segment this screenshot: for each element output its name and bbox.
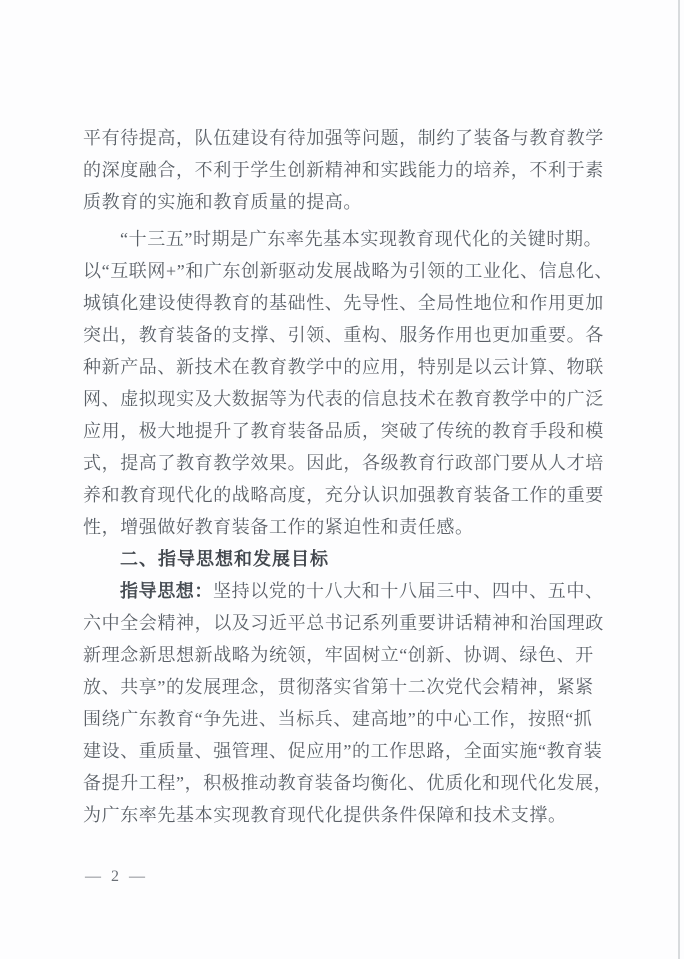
text-line: 质教育的实施和教育质量的提高。 <box>83 192 362 212</box>
text-line: 应用，极大地提升了教育装备品质，突破了传统的教育手段和模 <box>83 421 604 441</box>
page-number: — 2 — <box>85 868 148 885</box>
text-line: 平有待提高，队伍建设有待加强等问题，制约了装备与教育教学 <box>83 128 604 148</box>
bold-lead-in: 指导思想： <box>120 581 213 601</box>
scan-edge-artifact <box>678 0 680 959</box>
text-line: 式，提高了教育教学效果。因此，各级教育行政部门要从人才培 <box>83 453 604 473</box>
text-line: “十三五”时期是广东率先基本实现教育现代化的关键时期。 <box>120 229 603 249</box>
text-line: 为广东率先基本实现教育现代化提供条件保障和技术支撑。 <box>83 805 567 825</box>
text-line: 性，增强做好教育装备工作的紧迫性和责任感。 <box>83 517 474 537</box>
text-line: 的深度融合，不利于学生创新精神和实践能力的培养，不利于素 <box>83 160 604 180</box>
text-line: 备提升工程”，积极推动教育装备均衡化、优质化和现代化发展， <box>83 773 613 793</box>
text-line: 二、指导思想和发展目标 <box>120 549 329 569</box>
text-line: 养和教育现代化的战略高度，充分认识加强教育装备工作的重要 <box>83 485 604 505</box>
text-line: 突出，教育装备的支撑、引领、重构、服务作用也更加重要。各 <box>83 325 604 345</box>
text-line: 围绕广东教育“争先进、当标兵、建高地”的中心工作，按照“抓 <box>83 709 593 729</box>
paragraph <box>83 575 613 831</box>
text-line: 新理念新思想新战略为统领，牢固树立“创新、协调、绿色、开 <box>83 645 594 665</box>
text-line: 城镇化建设使得教育的基础性、先导性、全局性地位和作用更加 <box>83 293 604 313</box>
text-line: 放、共享”的发展理念，贯彻落实省第十二次党代会精神，紧紧 <box>83 677 594 697</box>
text-line: 网、虚拟现实及大数据等为代表的信息技术在教育教学中的广泛 <box>83 389 604 409</box>
text-line: 以“互联网+”和广东创新驱动发展战略为引领的工业化、信息化、 <box>83 261 614 281</box>
section-heading <box>83 543 603 575</box>
text-line: 建设、重质量、强管理、促应用”的工作思路，全面实施“教育装 <box>83 741 603 761</box>
page-footer <box>85 863 148 891</box>
paragraph <box>83 122 603 218</box>
text-line: 指导思想：坚持以党的十八大和十八届三中、四中、五中、 <box>120 581 604 601</box>
text-line: 六中全会精神，以及习近平总书记系列重要讲话精神和治国理政 <box>83 613 604 633</box>
document-body <box>83 122 614 831</box>
text-line: 种新产品、新技术在教育教学中的应用，特别是以云计算、物联 <box>83 357 604 377</box>
paragraph <box>83 223 614 543</box>
